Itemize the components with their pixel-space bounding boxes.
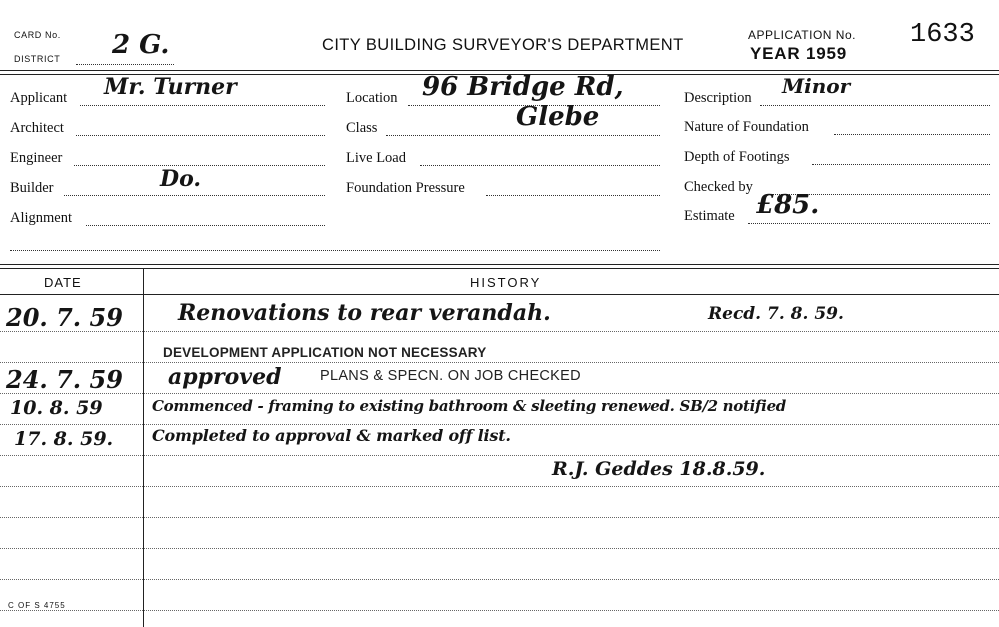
- description-label: Description: [684, 90, 752, 106]
- date-column-divider: [143, 268, 144, 627]
- estimate-label: Estimate: [684, 208, 735, 224]
- class-label: Class: [346, 120, 378, 136]
- entry-date: 24. 7. 59: [6, 365, 123, 394]
- nature-line: [834, 134, 990, 135]
- description-line: [760, 105, 990, 106]
- live-load-line: [420, 165, 660, 166]
- entry-date: 20. 7. 59: [6, 303, 123, 332]
- date-column-header: DATE: [44, 275, 82, 290]
- entry-text: approved: [168, 364, 282, 390]
- alignment-label: Alignment: [10, 210, 73, 226]
- ruled-line: [0, 610, 999, 611]
- form-code: C OF S 4755: [8, 601, 66, 610]
- architect-label: Architect: [10, 120, 64, 136]
- card-no-label: CARD No.: [14, 30, 61, 40]
- signature: R.J. Geddes 18.8.59.: [552, 458, 766, 480]
- live-load-label: Live Load: [346, 150, 406, 166]
- applicant-value: Mr. Turner: [104, 74, 237, 100]
- ruled-line: [0, 362, 999, 363]
- builder-line: [64, 195, 325, 196]
- district-value: 2 G.: [112, 30, 170, 60]
- history-rule-top: [0, 264, 999, 265]
- builder-label: Builder: [10, 180, 54, 196]
- header-rule-top: [0, 70, 999, 71]
- depth-of-footings-label: Depth of Footings: [684, 149, 790, 165]
- alignment-line-2: [10, 250, 660, 251]
- plans-stamp: PLANS & SPECN. ON JOB CHECKED: [320, 368, 581, 384]
- district-underline: [76, 64, 174, 65]
- entry-text: Commenced - framing to existing bathroom & sleeting renewed. SB/2 notified: [152, 397, 786, 415]
- application-number: 1633: [910, 20, 975, 50]
- entry-note: Recd. 7. 8. 59.: [708, 304, 844, 324]
- entry-date: 17. 8. 59.: [14, 428, 114, 450]
- history-rule-top-2: [0, 268, 999, 269]
- engineer-label: Engineer: [10, 150, 63, 166]
- applicant-label: Applicant: [10, 90, 68, 106]
- alignment-line: [86, 225, 325, 226]
- location-label: Location: [346, 90, 398, 106]
- class-line: [386, 135, 660, 136]
- nature-of-foundation-label: Nature of Foundation: [684, 119, 809, 135]
- year-label: YEAR 1959: [750, 44, 847, 63]
- applicant-line: [80, 105, 325, 106]
- foundation-pressure-label: Foundation Pressure: [346, 180, 465, 196]
- ruled-line: [0, 486, 999, 487]
- ruled-line: [0, 517, 999, 518]
- entry-text: Renovations to rear verandah.: [178, 300, 551, 326]
- district-label: DISTRICT: [14, 54, 61, 64]
- checked-by-label: Checked by: [684, 179, 753, 195]
- ruled-line: [0, 424, 999, 425]
- ruled-line: [0, 331, 999, 332]
- location-value-line1: 96 Bridge Rd,: [422, 72, 624, 102]
- description-value: Minor: [782, 74, 851, 98]
- department-title: CITY BUILDING SURVEYOR'S DEPARTMENT: [322, 36, 684, 54]
- development-stamp: DEVELOPMENT APPLICATION NOT NECESSARY: [163, 345, 487, 360]
- builder-value: Do.: [160, 166, 202, 192]
- depth-line: [812, 164, 990, 165]
- ruled-line: [0, 579, 999, 580]
- location-value-line2: Glebe: [516, 102, 600, 132]
- application-no-label: APPLICATION No.: [748, 28, 856, 42]
- ruled-line: [0, 393, 999, 394]
- ruled-line: [0, 455, 999, 456]
- foundation-pressure-line: [486, 195, 660, 196]
- estimate-line: [748, 223, 990, 224]
- entry-date: 10. 8. 59: [10, 397, 103, 419]
- estimate-value: £85.: [756, 190, 820, 220]
- history-header-rule: [0, 294, 999, 295]
- ruled-line: [0, 548, 999, 549]
- architect-line: [76, 135, 325, 136]
- history-column-header: HISTORY: [470, 275, 542, 290]
- entry-text: Completed to approval & marked off list.: [152, 426, 511, 445]
